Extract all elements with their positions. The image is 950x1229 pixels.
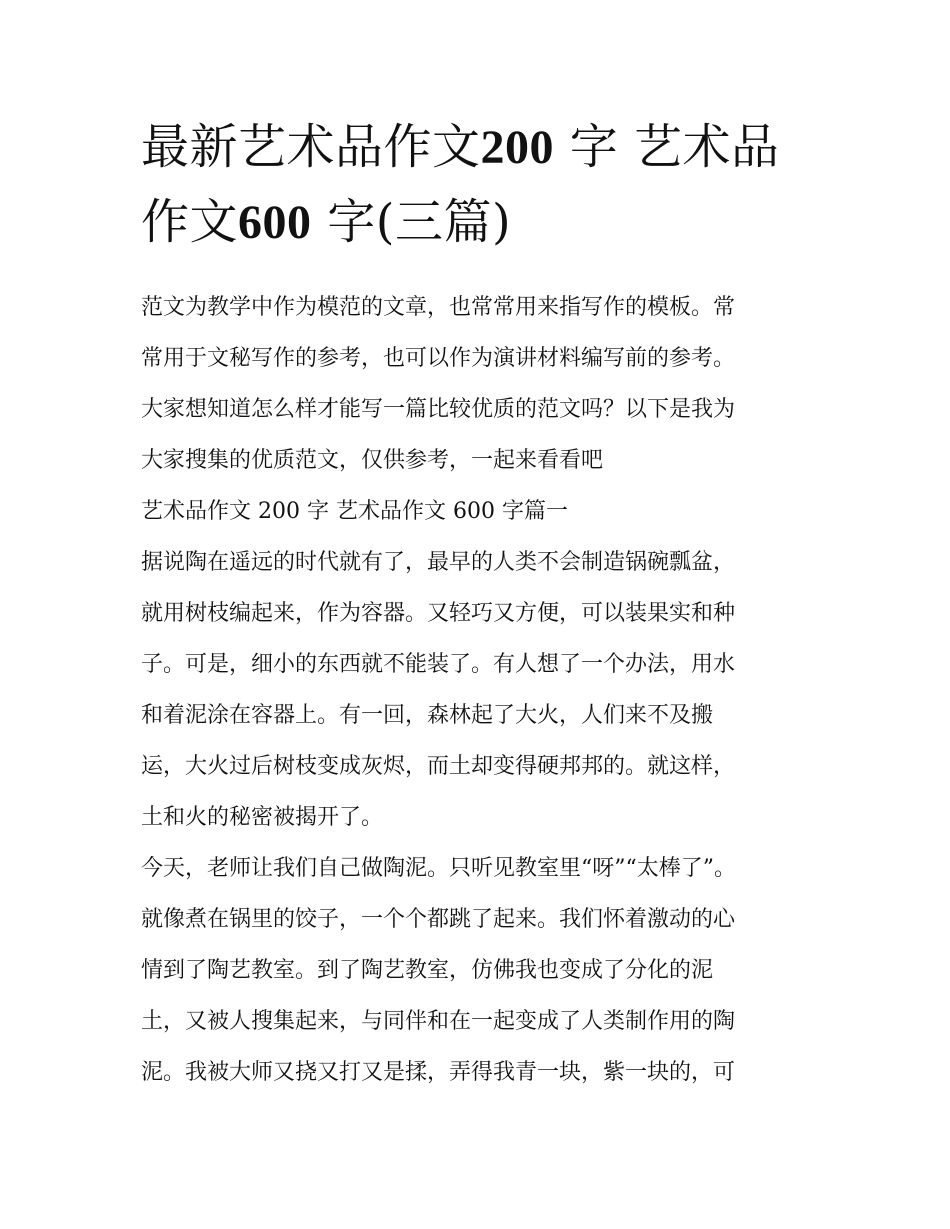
- title-line-2-text-b: 字(三篇): [327, 194, 512, 250]
- paragraph-line: 和着泥涂在容器上。有一回，森林起了大火，人们来不及搬: [141, 703, 714, 728]
- document-page: [141, 110, 813, 1098]
- paragraph-line: 运，大火过后树枝变成灰烬，而土却变得硬邦邦的。就这样，: [141, 754, 736, 779]
- paragraph-line: 泥。我被大师又挠又打又是揉，弄得我青一块，紫一块的，可: [141, 1060, 736, 1085]
- paragraph-line: 情到了陶艺教室。到了陶艺教室，仿佛我也变成了分化的泥: [141, 958, 714, 983]
- intro-paragraph: [141, 282, 813, 486]
- intro-line: 常用于文秘写作的参考，也可以作为演讲材料编写前的参考。: [141, 346, 736, 371]
- document-title: [141, 110, 813, 260]
- title-line-1-text-a: 最新艺术品作文: [141, 119, 481, 175]
- paragraph-line: 今天，老师让我们自己做陶泥。只听见教室里“呀”“太棒了”。: [141, 856, 736, 881]
- intro-line: 大家搜集的优质范文，仅供参考，一起来看看吧: [141, 448, 604, 473]
- paragraph-line: 就用树枝编起来，作为容器。又轻巧又方便，可以装果实和种: [141, 601, 736, 626]
- paragraph-line: 子。可是，细小的东西就不能装了。有人想了一个办法，用水: [141, 652, 736, 677]
- intro-line: 范文为教学中作为模范的文章，也常常用来指写作的模板。常: [141, 295, 736, 320]
- title-line-2-number: 600: [238, 196, 312, 249]
- intro-line: 大家想知道怎么样才能写一篇比较优质的范文吗？以下是我为: [141, 397, 736, 422]
- title-line-1-text-b: 字 艺术品: [569, 119, 780, 175]
- title-line-1: [141, 110, 813, 185]
- paragraph-line: 据说陶在遥远的时代就有了，最早的人类不会制造锅碗瓢盆，: [141, 550, 736, 575]
- body-paragraph-1: [141, 537, 813, 843]
- body-paragraph-2: [141, 843, 813, 1098]
- section-heading: 艺术品作文 200 字 艺术品作文 600 字篇一: [141, 499, 568, 524]
- section-heading-paragraph: [141, 486, 813, 537]
- document-body: [141, 282, 813, 1098]
- title-line-2: [141, 185, 813, 260]
- title-line-1-number: 200: [480, 121, 555, 174]
- title-line-2-text-a: 作文: [141, 194, 239, 250]
- paragraph-line: 土和火的秘密被揭开了。: [141, 805, 384, 830]
- paragraph-line: 土，又被人搜集起来，与同伴和在一起变成了人类制作用的陶: [141, 1009, 736, 1034]
- paragraph-line: 就像煮在锅里的饺子，一个个都跳了起来。我们怀着激动的心: [141, 907, 736, 932]
